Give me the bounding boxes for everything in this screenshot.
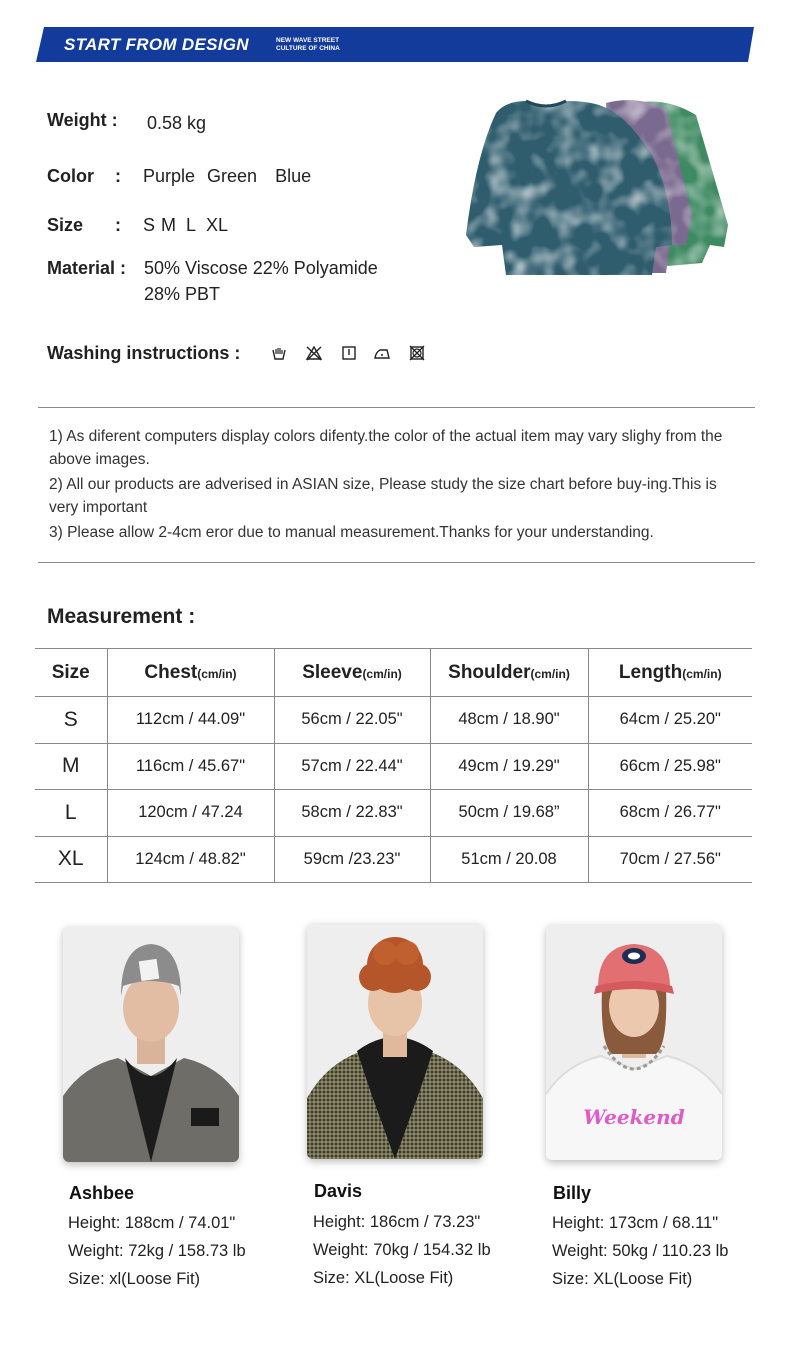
material-line1: 50% Viscose 22% Polyamide [144,258,378,278]
cell-sleeve: 58cm / 22.83" [274,790,430,837]
cell-size: XL [35,836,107,883]
cell-length: 66cm / 25.98" [588,743,752,790]
color-option: Green [207,166,258,186]
size-option: L [186,215,197,235]
banner-title: START FROM DESIGN [64,35,249,54]
size-chart-table [35,648,752,883]
size-option: XL [206,215,229,235]
model-photo-davis [307,923,483,1159]
model-name: Ashbee [69,1183,135,1203]
cell-shoulder: 48cm / 18.90" [430,697,588,744]
washing-label: Washing instructions : [47,343,241,363]
divider-top [38,407,755,408]
material-line2: 28% PBT [144,284,221,304]
model-weight: Weight: 72kg / 158.73 lb [68,1242,246,1260]
table-row [35,697,752,744]
cell-sleeve: 56cm / 22.05" [274,697,430,744]
table-header-row [35,649,752,697]
color-colon: : [115,166,121,186]
do-not-tumble-dry-icon [409,345,425,361]
cell-shoulder: 49cm / 19.29" [430,743,588,790]
color-option: Blue [275,166,312,186]
size-values [143,215,240,236]
cell-size: M [35,743,107,790]
header-banner [36,27,754,62]
iron-low-icon [373,345,391,361]
model-weight: Weight: 70kg / 154.32 lb [313,1241,491,1259]
cell-shoulder: 50cm / 19.68” [430,790,588,837]
weight-value: 0.58 kg [147,113,207,133]
cell-length: 70cm / 27.56" [588,836,752,883]
cell-size: S [35,697,107,744]
size-label: Size [47,215,84,235]
notes-section [49,425,749,546]
shirt-print-text: Weekend [583,1105,685,1129]
cell-length: 68cm / 26.77" [588,790,752,837]
model-size: Size: XL(Loose Fit) [552,1270,693,1288]
divider-bottom [38,562,755,563]
model-size: Size: xl(Loose Fit) [68,1270,201,1288]
note-3: 3) Please allow 2-4cm eror due to manual measurement.Thanks for your understanding. [49,524,654,541]
model-name: Davis [314,1181,363,1201]
note-1: 1) As diferent computers display colors difenty.the color of the actual item may vary slighy from the above images. [49,428,723,468]
material-label: Material : [47,258,127,278]
cell-sleeve: 57cm / 22.44" [274,743,430,790]
model-height: Height: 173cm / 68.11" [552,1214,719,1232]
measurement-title: Measurement : [47,605,196,628]
dry-flat-icon [341,345,357,361]
header-shoulder: Shoulder(cm/in) [430,649,588,697]
product-image [466,95,742,280]
size-colon: : [115,215,121,235]
header-size: Size [35,649,107,697]
cell-chest: 120cm / 47.24 [107,790,274,837]
header-sleeve: Sleeve(cm/in) [274,649,430,697]
color-label: Color [47,166,94,186]
table-row [35,836,752,883]
cell-length: 64cm / 25.20" [588,697,752,744]
do-not-bleach-icon [305,345,323,361]
cell-sleeve: 59cm /23.23" [274,836,430,883]
color-values [143,166,323,187]
cell-chest: 112cm / 44.09" [107,697,274,744]
model-photo-ashbee [63,926,239,1162]
table-row [35,743,752,790]
cell-shoulder: 51cm / 20.08 [430,836,588,883]
color-option: Purple [143,166,196,186]
model-weight: Weight: 50kg / 110.23 lb [552,1242,729,1260]
header-chest: Chest(cm/in) [107,649,274,697]
model-size: Size: XL(Loose Fit) [313,1269,454,1287]
size-option: M [161,215,177,235]
model-name: Billy [553,1183,592,1203]
cell-chest: 124cm / 48.82" [107,836,274,883]
table-row [35,790,752,837]
cell-size: L [35,790,107,837]
weight-label: Weight : [47,110,118,130]
note-2: 2) All our products are adverised in ASIAN size, Please study the size chart before buy-ing.This is very important [49,476,717,516]
model-height: Height: 186cm / 73.23" [313,1213,481,1231]
cell-chest: 116cm / 45.67" [107,743,274,790]
size-option: S [143,215,156,235]
banner-subtitle: NEW WAVE STREET CULTURE OF CHINA [276,37,340,52]
model-height: Height: 188cm / 74.01" [68,1214,236,1232]
header-length: Length(cm/in) [588,649,752,697]
model-photo-billy [546,924,722,1160]
hand-wash-icon [271,345,287,361]
